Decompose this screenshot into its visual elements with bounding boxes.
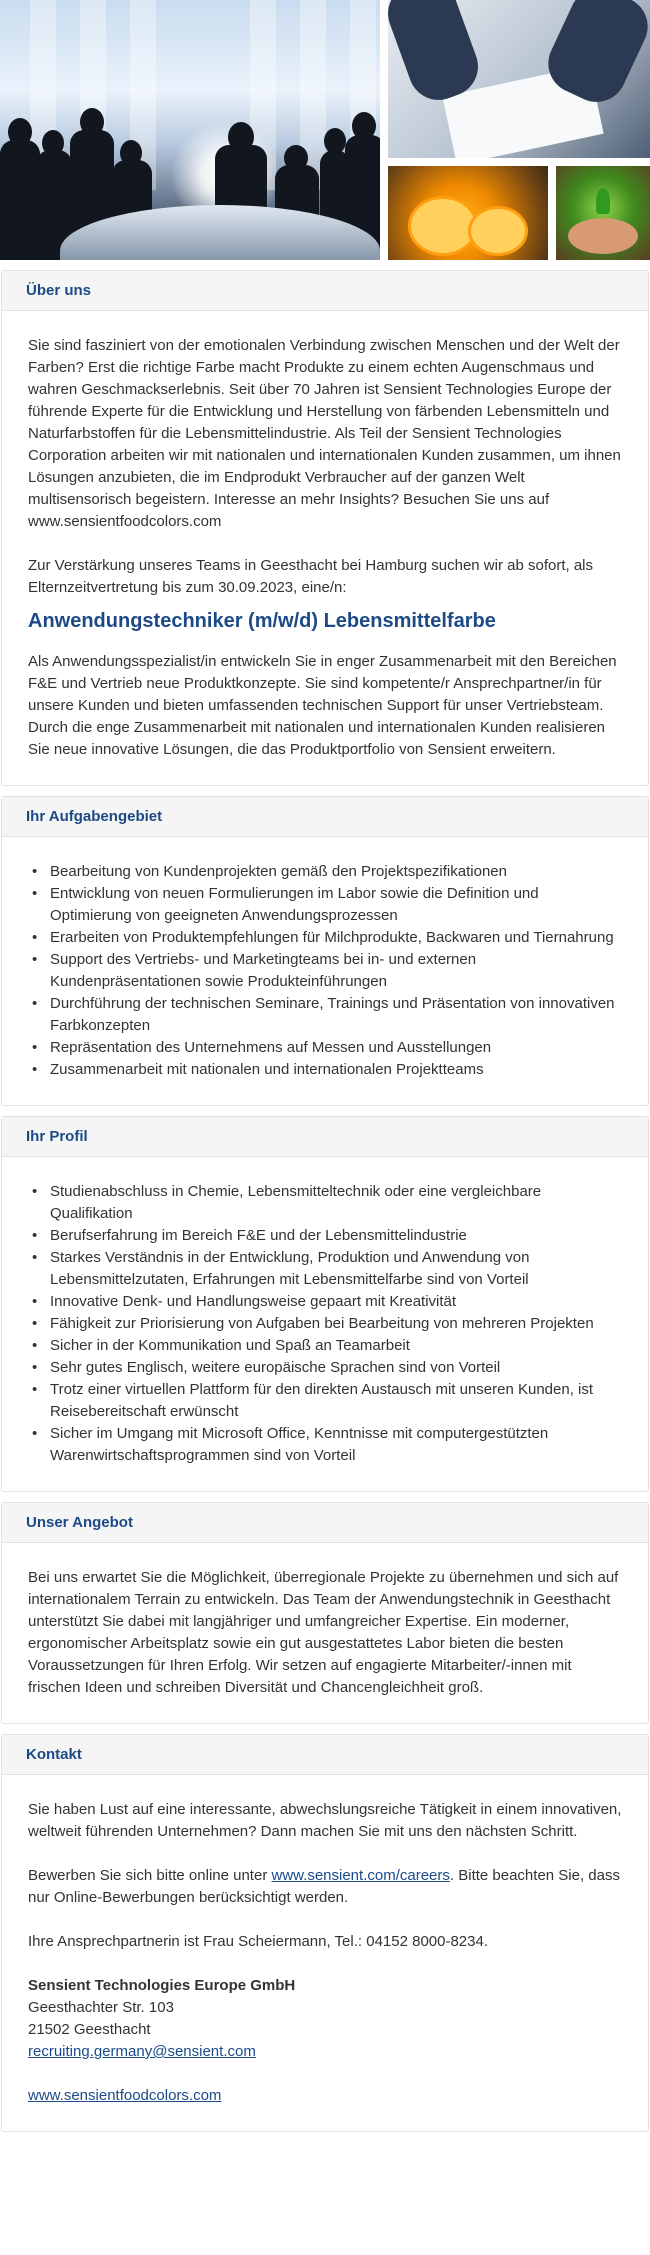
tasks-list <box>28 861 622 1081</box>
section-body <box>2 311 648 785</box>
hero-image-seedling-hands <box>556 166 650 260</box>
list-item: • Studienabschluss in Chemie, Lebensmitteltechnik oder eine vergleichbare Qualifikation <box>50 1181 622 1225</box>
section-tasks <box>1 796 649 1106</box>
content <box>0 260 650 2132</box>
list-item: • Support des Vertriebs- und Marketingteams bei in- und externen Kundenpräsentationen sowie Produkteinführungen <box>50 949 622 993</box>
list-item: • Bearbeitung von Kundenprojekten gemäß den Projektspezifikationen <box>50 861 622 883</box>
hero-image-business-team <box>0 0 380 260</box>
website-link[interactable]: www.sensientfoodcolors.com <box>28 2087 222 2104</box>
section-about <box>1 270 649 786</box>
offer-text: Bei uns erwartet Sie die Möglichkeit, überregionale Projekte zu übernehmen und sich auf internationalem Terrain zu entwickeln. Das Team der Anwendungstechnik in Geesthacht unterstützt Sie dabei mit langjähriger und umfangreicher Expertise. Ein moderner, ergonomischer Arbeitsplatz sowie ein gut ausgestattetes Labor bieten die besten Voraussetzungen für Ihren Erfolg. Wir setzen auf engagierte Mitarbeiter/-innen mit frischen Ideen und schreiben Diversität und Chancengleichheit groß. <box>28 1569 619 1696</box>
section-header <box>2 1503 648 1543</box>
list-item: • Durchführung der technischen Seminare, Trainings und Präsentation von innovativen Farbkonzepten <box>50 993 622 1037</box>
list-item: • Erarbeiten von Produktempfehlungen für Milchprodukte, Backwaren und Tiernahrung <box>50 927 622 949</box>
section-title: Kontakt <box>26 1746 82 1763</box>
list-item: • Sicher im Umgang mit Microsoft Office, Kenntnisse mit computergestützten Warenwirtschaftsprogrammen sind von Vorteil <box>50 1423 622 1467</box>
section-body <box>2 837 648 1105</box>
apply-suffix: . Bitte beachten Sie, dass nur Online-Bewerbungen berücksichtigt werden. <box>28 1867 620 1906</box>
list-item: • Berufserfahrung im Bereich F&E und der Lebensmittelindustrie <box>50 1225 622 1247</box>
section-offer <box>1 1502 649 1724</box>
company-street: Geesthachter Str. 103 <box>28 1999 174 2016</box>
list-item: • Repräsentation des Unternehmens auf Messen und Ausstellungen <box>50 1037 622 1059</box>
list-item: • Innovative Denk- und Handlungsweise gepaart mit Kreativität <box>50 1291 622 1313</box>
email-link[interactable]: recruiting.germany@sensient.com <box>28 2043 256 2060</box>
section-title: Unser Angebot <box>26 1514 133 1531</box>
job-title: Anwendungstechniker (m/w/d) Lebensmittelfarbe <box>28 610 496 632</box>
section-header <box>2 1735 648 1775</box>
hero-image-collage <box>0 0 650 260</box>
careers-link[interactable]: www.sensient.com/careers <box>271 1867 450 1884</box>
profile-list <box>28 1181 622 1467</box>
apply-prefix: Bewerben Sie sich bitte online unter <box>28 1867 272 1884</box>
list-item: • Fähigkeit zur Priorisierung von Aufgaben bei Bearbeitung von mehreren Projekten <box>50 1313 622 1335</box>
section-title: Über uns <box>26 282 92 299</box>
list-item: • Entwicklung von neuen Formulierungen im Labor sowie die Definition und Optimierung von geeigneten Anwendungsprozessen <box>50 883 622 927</box>
section-body <box>2 1775 648 2131</box>
list-item: • Sicher in der Kommunikation und Spaß an Teamarbeit <box>50 1335 622 1357</box>
list-item: • Starkes Verständnis in der Entwicklung, Produktion und Anwendung von Lebensmittelzutaten, Erfahrungen mit Lebensmittelfarbe sind von Vorteil <box>50 1247 622 1291</box>
section-title: Ihr Aufgabengebiet <box>26 808 163 825</box>
list-item: • Trotz einer virtuellen Plattform für den direkten Austausch mit unseren Kunden, ist Reisebereitschaft erwünscht <box>50 1379 622 1423</box>
section-body <box>2 1543 648 1723</box>
hero-image-documents <box>388 0 650 158</box>
section-contact <box>1 1734 649 2132</box>
about-intro: Sie sind fasziniert von der emotionalen Verbindung zwischen Menschen und der Welt der Farben? Erst die richtige Farbe macht Produkte zu einem echten Augenschmaus und wahren Geschmackserlebnis. Seit über 70 Jahren ist Sensient Technologies Europe der führende Experte für die Entwicklung und Herstellung von färbenden Lebensmitteln und Naturfarbstoffen für die Lebensmittelindustrie. Als Teil der Sensient Technologies Corporation arbeiten wir mit nationalen und internationalen Kunden zusammen, um ihnen Lösungen anzubieten, die im Endprodukt Verbraucher auf der ganzen Welt multisensorisch begeistern. Interesse an mehr Insights? Besuchen Sie uns auf www.sensientfoodcolors.com <box>28 337 621 530</box>
section-header <box>2 271 648 311</box>
company-name: Sensient Technologies Europe GmbH <box>28 1977 296 1994</box>
section-profile <box>1 1116 649 1492</box>
contact-person: Ihre Ansprechpartnerin ist Frau Scheiermann, Tel.: 04152 8000-8234. <box>28 1933 489 1950</box>
company-address <box>28 1975 622 2063</box>
list-item: • Sehr gutes Englisch, weitere europäische Sprachen sind von Vorteil <box>50 1357 622 1379</box>
company-city: 21502 Geesthacht <box>28 2021 151 2038</box>
section-header <box>2 797 648 837</box>
section-header <box>2 1117 648 1157</box>
hero-image-orange-slices <box>388 166 548 260</box>
job-description: Als Anwendungsspezialist/in entwickeln Sie in enger Zusammenarbeit mit den Bereichen F&E und Vertrieb neue Produktkonzepte. Sie sind kompetente/r Ansprechpartner/in für unsere Kunden und bieten umfassenden technischen Support für unser Vertriebsteam. Durch die enge Zusammenarbeit mit nationalen und internationalen Kunden realisieren Sie neue innovative Lösungen, die das Produktportfolio von Sensient erweitern. <box>28 653 617 758</box>
contact-intro: Sie haben Lust auf eine interessante, abwechslungsreiche Tätigkeit in einem innovativen, weltweit führenden Unternehmen? Dann machen Sie mit uns den nächsten Schritt. <box>28 1801 622 1840</box>
apply-text <box>28 1865 622 1909</box>
list-item: • Zusammenarbeit mit nationalen und internationalen Projektteams <box>50 1059 622 1081</box>
section-body <box>2 1157 648 1491</box>
section-title: Ihr Profil <box>26 1128 88 1145</box>
vacancy-text: Zur Verstärkung unseres Teams in Geesthacht bei Hamburg suchen wir ab sofort, als Elternzeitvertretung bis zum 30.09.2023, eine/n: <box>28 557 593 596</box>
